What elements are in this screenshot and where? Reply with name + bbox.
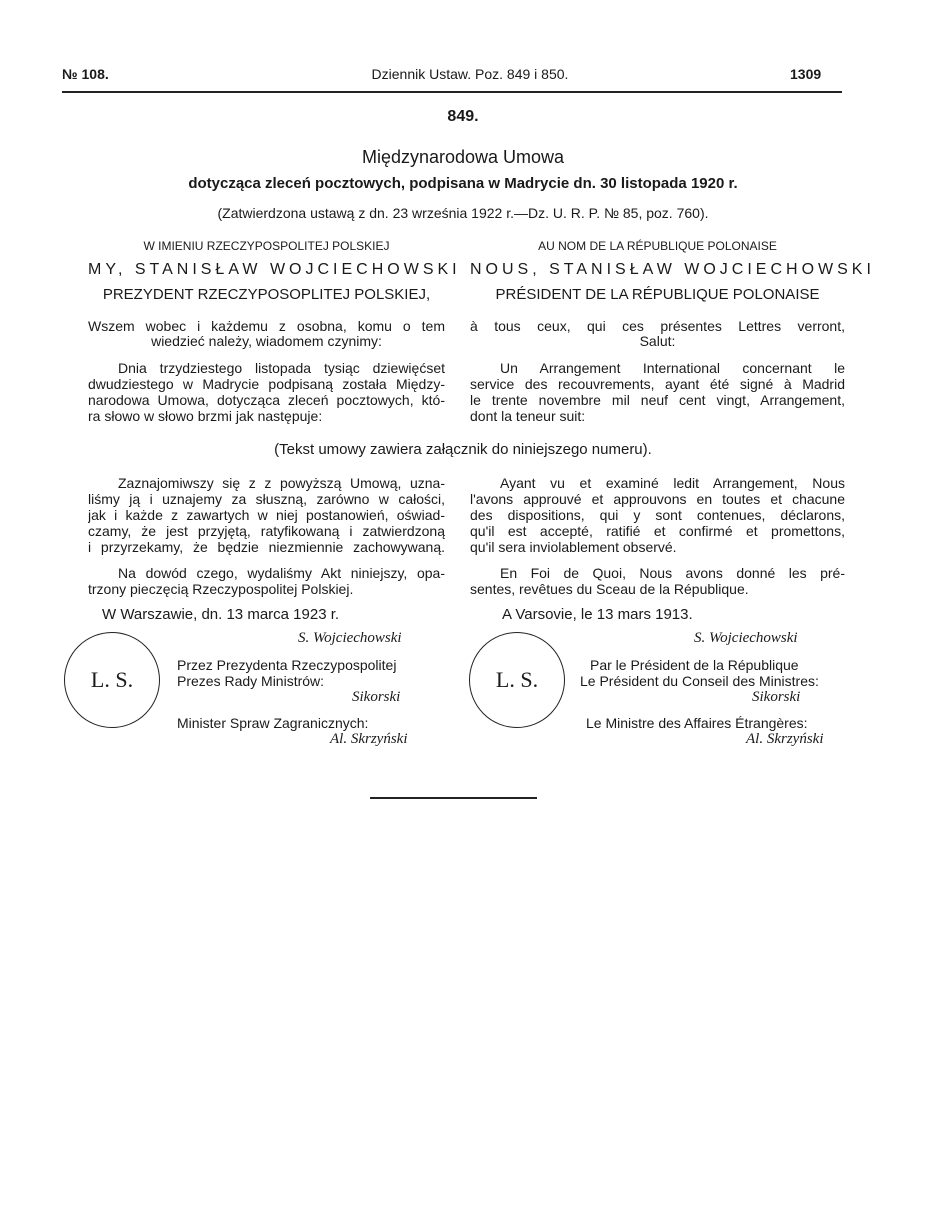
left-heading-1: W IMIENIU RZECZYPOSPOLITEJ POLSKIEJ <box>143 239 390 253</box>
left-para2-line: Zaznajomiwszy się z z powyższą Umową, uzna- <box>118 475 445 491</box>
right-para3-line: En Foi de Quoi, Nous avons donné les pré- <box>500 565 845 581</box>
left-countersign-line: Przez Prezydenta Rzeczypospolitej <box>177 657 397 673</box>
left-para1-line: Dnia trzydziestego listopada tysiąc dziewięćset <box>118 360 445 376</box>
left-para2-line: jak i każde z zawartych w niej postanowień, oświad- <box>88 507 445 523</box>
right-signature-pm: Sikorski <box>752 689 801 705</box>
right-para1-line: dont la teneur suit: <box>470 408 586 424</box>
left-countersign-line: Prezes Rady Ministrów: <box>177 673 325 689</box>
right-countersign-line: Par le Président de la République <box>590 657 799 673</box>
right-intro-line: Salut: <box>639 333 676 349</box>
left-para1-line: dwudziestego w Madrycie podpisaną została Między- <box>88 376 445 392</box>
left-heading-2: MY, STANISŁAW WOJCIECHOWSKI <box>88 261 461 278</box>
right-para2-line: qu'il sera inviolablement observé. <box>470 539 677 555</box>
right-countersign-line: Le Président du Conseil des Ministres: <box>580 673 819 689</box>
left-signature-fm: Al. Skrzyński <box>330 731 408 747</box>
right-intro-line: à tous ceux, qui ces présentes Lettres verront, <box>470 318 845 334</box>
document-title: Międzynarodowa Umowa <box>361 147 565 167</box>
left-para3-line: Na dowód czego, wydaliśmy Akt niniejszy, opa- <box>118 565 445 581</box>
left-para1-line: ra słowo w słowo brzmi jak następuje: <box>88 408 323 424</box>
right-para2-line: qu'il est accepté, ratifié et confirmé et promettons, <box>470 523 845 539</box>
document-subtitle: dotycząca zleceń pocztowych, podpisana w Madrycie dn. 30 listopada 1920 r. <box>188 175 738 192</box>
item-number: 849. <box>447 108 479 125</box>
seal-text: L. S. <box>495 667 539 692</box>
header-rule <box>62 91 842 93</box>
right-heading-3: PRÉSIDENT DE LA RÉPUBLIQUE POLONAISE <box>495 286 820 303</box>
left-para2-line: liśmy ją i uznajemy za słuszną, zarówno w całości, <box>88 491 445 507</box>
left-para3-line: trzony pieczęcią Rzeczypospolitej Polskiej. <box>88 581 354 597</box>
right-para1-line: le trente novembre mil neuf cent vingt, Arrangement, <box>470 392 845 408</box>
right-place-date: A Varsovie, le 13 mars 1913. <box>502 606 693 623</box>
right-para1-line: Un Arrangement International concernant le <box>500 360 845 376</box>
left-intro-line: wiedzieć należy, wiadomem czynimy: <box>151 333 382 349</box>
left-place-date: W Warszawie, dn. 13 marca 1923 r. <box>102 606 340 623</box>
right-signature-fm: Al. Skrzyński <box>746 731 824 747</box>
right-para1-line: service des recouvrements, ayant été signé à Madrid <box>470 376 845 392</box>
right-heading-1: AU NOM DE LA RÉPUBLIQUE POLONAISE <box>538 239 777 253</box>
left-heading-3: PREZYDENT RZECZYPOSOPLITEJ POLSKIEJ, <box>102 286 431 303</box>
annex-note: (Tekst umowy zawiera załącznik do niniejszego numeru). <box>274 441 652 458</box>
right-para3-line: sentes, revêtues du Sceau de la République. <box>470 581 749 597</box>
seal-text: L. S. <box>90 667 134 692</box>
left-para1-line: narodowa Umowa, dotycząca zleceń pocztowych, któ- <box>88 392 445 408</box>
left-countersign-2: Minister Spraw Zagranicznych: <box>177 715 369 731</box>
left-signature-pm: Sikorski <box>352 689 401 705</box>
left-signature-president: S. Wojciechowski <box>298 630 402 646</box>
right-seal <box>469 632 565 728</box>
right-signature-president: S. Wojciechowski <box>694 630 798 646</box>
end-rule <box>370 797 537 799</box>
left-para2-line: i przyrzekamy, że będzie niezmiennie zachowywaną. <box>88 539 445 555</box>
right-heading-2: NOUS, STANISŁAW WOJCIECHOWSKI <box>470 261 875 278</box>
left-para2-line: czamy, że jest przyjętą, ratyfikowaną i zatwierdzoną <box>88 523 445 539</box>
right-para2-line: des dispositions, qui y sont contenues, déclarons, <box>470 507 845 523</box>
right-countersign-2: Le Ministre des Affaires Étrangères: <box>586 715 808 731</box>
issue-number: № 108. <box>62 66 109 82</box>
right-para2-line: l'avons approuvé et approuvons en toutes et chacune <box>470 491 845 507</box>
right-para2-line: Ayant vu et examiné ledit Arrangement, Nous <box>500 475 845 491</box>
ratification-note: (Zatwierdzona ustawą z dn. 23 września 1922 r.—Dz. U. R. P. № 85, poz. 760). <box>217 205 709 221</box>
left-intro-line: Wszem wobec i każdemu z osobna, komu o tem <box>88 318 445 334</box>
running-header: Dziennik Ustaw. Poz. 849 i 850. <box>371 66 569 82</box>
page-number: 1309 <box>790 66 822 82</box>
left-seal <box>64 632 160 728</box>
